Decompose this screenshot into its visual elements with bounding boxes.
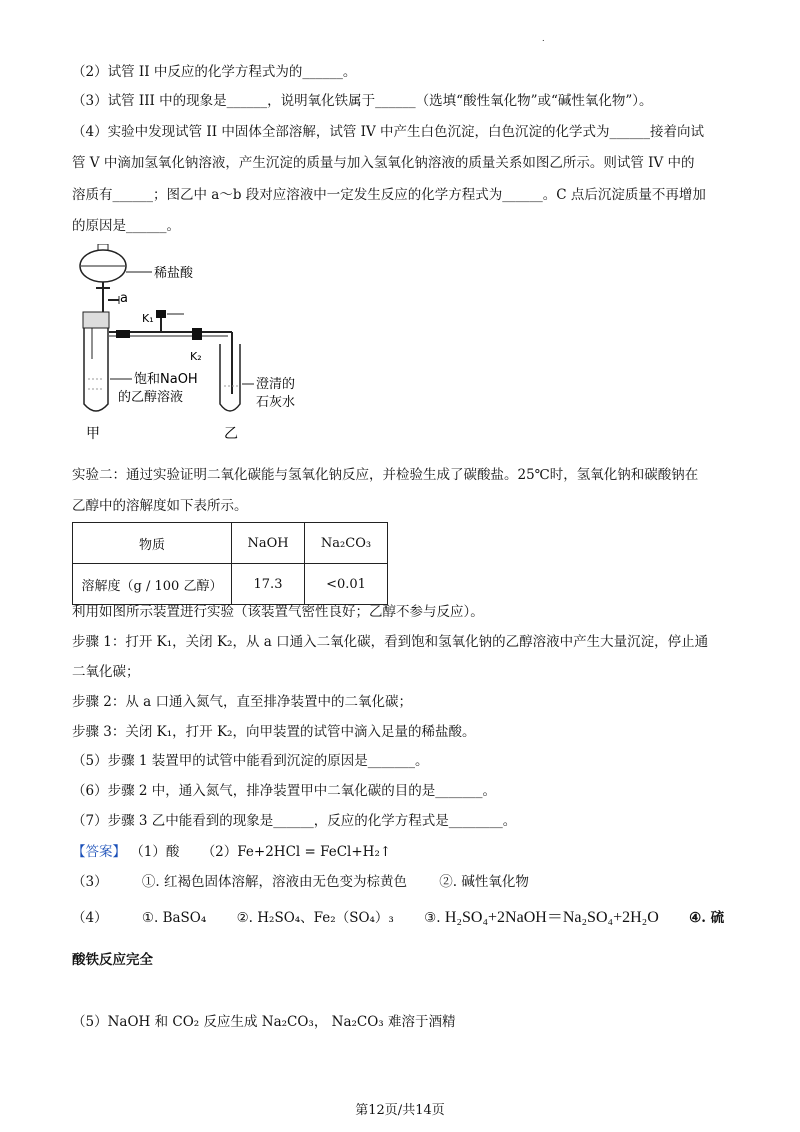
answer-3-part-1: ①. 红褐色固体溶解，溶液由无色变为棕黄色 bbox=[141, 874, 407, 890]
device-note: 利用如图所示装置进行实验（该装置气密性良好；乙醇不参与反应）。 bbox=[72, 604, 484, 620]
solubility-table bbox=[72, 522, 388, 605]
answer-4-continued: 酸铁反应完全 bbox=[72, 952, 153, 968]
k2-label: K₂ bbox=[190, 350, 202, 363]
answer-5: （5）NaOH 和 CO₂ 反应生成 Na₂CO₃， Na₂CO₃ 难溶于酒精 bbox=[72, 1014, 456, 1030]
apparatus-figure bbox=[72, 244, 332, 444]
question-4-line-4: 的原因是______。 bbox=[72, 218, 180, 234]
table-row-label: 溶解度（g / 100 乙醇） bbox=[73, 564, 232, 605]
experiment-2-line-2: 乙醇中的溶解度如下表所示。 bbox=[72, 498, 248, 514]
answer-2: （2）Fe+2HCl = FeCl+H₂↑ bbox=[201, 844, 392, 860]
question-4-line-3: 溶质有______；图乙中 a～b 段对应溶液中一定发生反应的化学方程式为______。C 点后沉淀质量不再增加 bbox=[72, 187, 706, 203]
solution-label-2: 的乙醇溶液 bbox=[118, 390, 184, 405]
answer-row-1 bbox=[72, 842, 391, 862]
step-1-line-1: 步骤 1：打开 K₁，关闭 K₂，从 a 口通入二氧化碳，看到饱和氢氧化钠的乙醇溶液中产生大量沉淀，停止通 bbox=[72, 634, 709, 650]
answer-4-part-4: ④. 硫 bbox=[689, 910, 725, 926]
table-cell: 17.3 bbox=[232, 564, 305, 605]
question-7: （7）步骤 3 乙中能看到的现象是______，反应的化学方程式是________。 bbox=[72, 813, 517, 829]
solution-label-1: 饱和NaOH bbox=[134, 372, 198, 387]
apparatus-jia-label: 甲 bbox=[86, 426, 100, 442]
question-3: （3）试管 III 中的现象是______，说明氧化铁属于______（选填“酸性氧化物”或“碱性氧化物”）。 bbox=[72, 93, 653, 109]
acid-label: 稀盐酸 bbox=[154, 266, 194, 281]
answer-tag: 【答案】 bbox=[72, 844, 126, 860]
answer-3-number: （3） bbox=[72, 874, 108, 890]
inlet-a-label: a bbox=[120, 291, 128, 306]
step-3: 步骤 3：关闭 K₁，打开 K₂，向甲装置的试管中滴入足量的稀盐酸。 bbox=[72, 724, 476, 740]
answer-4 bbox=[72, 908, 724, 928]
question-4-line-1: （4）实验中发现试管 II 中固体全部溶解，试管 IV 中产生白色沉淀，白色沉淀的化学式为______接着向试 bbox=[72, 124, 705, 140]
question-5: （5）步骤 1 装置甲的试管中能看到沉淀的原因是_______。 bbox=[72, 753, 429, 769]
answer-4-equation: H₂SO₄+2NaOH＝Na₂SO₄+2H₂O bbox=[444, 909, 659, 926]
answer-4-number: （4） bbox=[72, 910, 108, 926]
answer-4-part-2: ②. H₂SO₄、Fe₂（SO₄）₃ bbox=[236, 910, 394, 926]
table-header-cell: NaOH bbox=[232, 523, 305, 564]
k1-label: K₁ bbox=[142, 312, 154, 325]
answer-1: （1）酸 bbox=[130, 844, 180, 860]
question-2: （2）试管 II 中反应的化学方程式为的______。 bbox=[72, 64, 357, 80]
question-4-line-2: 管 V 中滴加氢氧化钠溶液，产生沉淀的质量与加入氢氧化钠溶液的质量关系如图乙所示。则试管 IV 中的 bbox=[72, 155, 695, 171]
question-6: （6）步骤 2 中，通入氮气，排净装置甲中二氧化碳的目的是_______。 bbox=[72, 783, 497, 799]
limewater-label-2: 石灰水 bbox=[256, 395, 296, 410]
table-cell: <0.01 bbox=[305, 564, 388, 605]
apparatus-yi-label: 乙 bbox=[224, 426, 238, 442]
experiment-2-line-1: 实验二：通过实验证明二氧化碳能与氢氧化钠反应，并检验生成了碳酸盐。25℃时，氢氧化钠和碳酸钠在 bbox=[72, 467, 699, 483]
table-header-cell: 物质 bbox=[73, 523, 232, 564]
step-2: 步骤 2：从 a 口通入氮气，直至排净装置中的二氧化碳； bbox=[72, 694, 413, 710]
page-mark: . bbox=[542, 34, 545, 43]
table-row bbox=[73, 523, 388, 564]
limewater-label-1: 澄清的 bbox=[256, 377, 296, 392]
answer-4-part-3-number: ③. bbox=[424, 910, 441, 926]
step-1-line-2: 二氧化碳； bbox=[72, 664, 140, 680]
page-footer: 第12页/共14页 bbox=[355, 1103, 445, 1118]
answer-4-part-1: ①. BaSO₄ bbox=[141, 910, 207, 926]
answer-3-part-2: ②. 碱性氧化物 bbox=[439, 874, 529, 890]
table-header-cell: Na₂CO₃ bbox=[305, 523, 388, 564]
answer-3 bbox=[72, 872, 529, 892]
table-row bbox=[73, 564, 388, 605]
